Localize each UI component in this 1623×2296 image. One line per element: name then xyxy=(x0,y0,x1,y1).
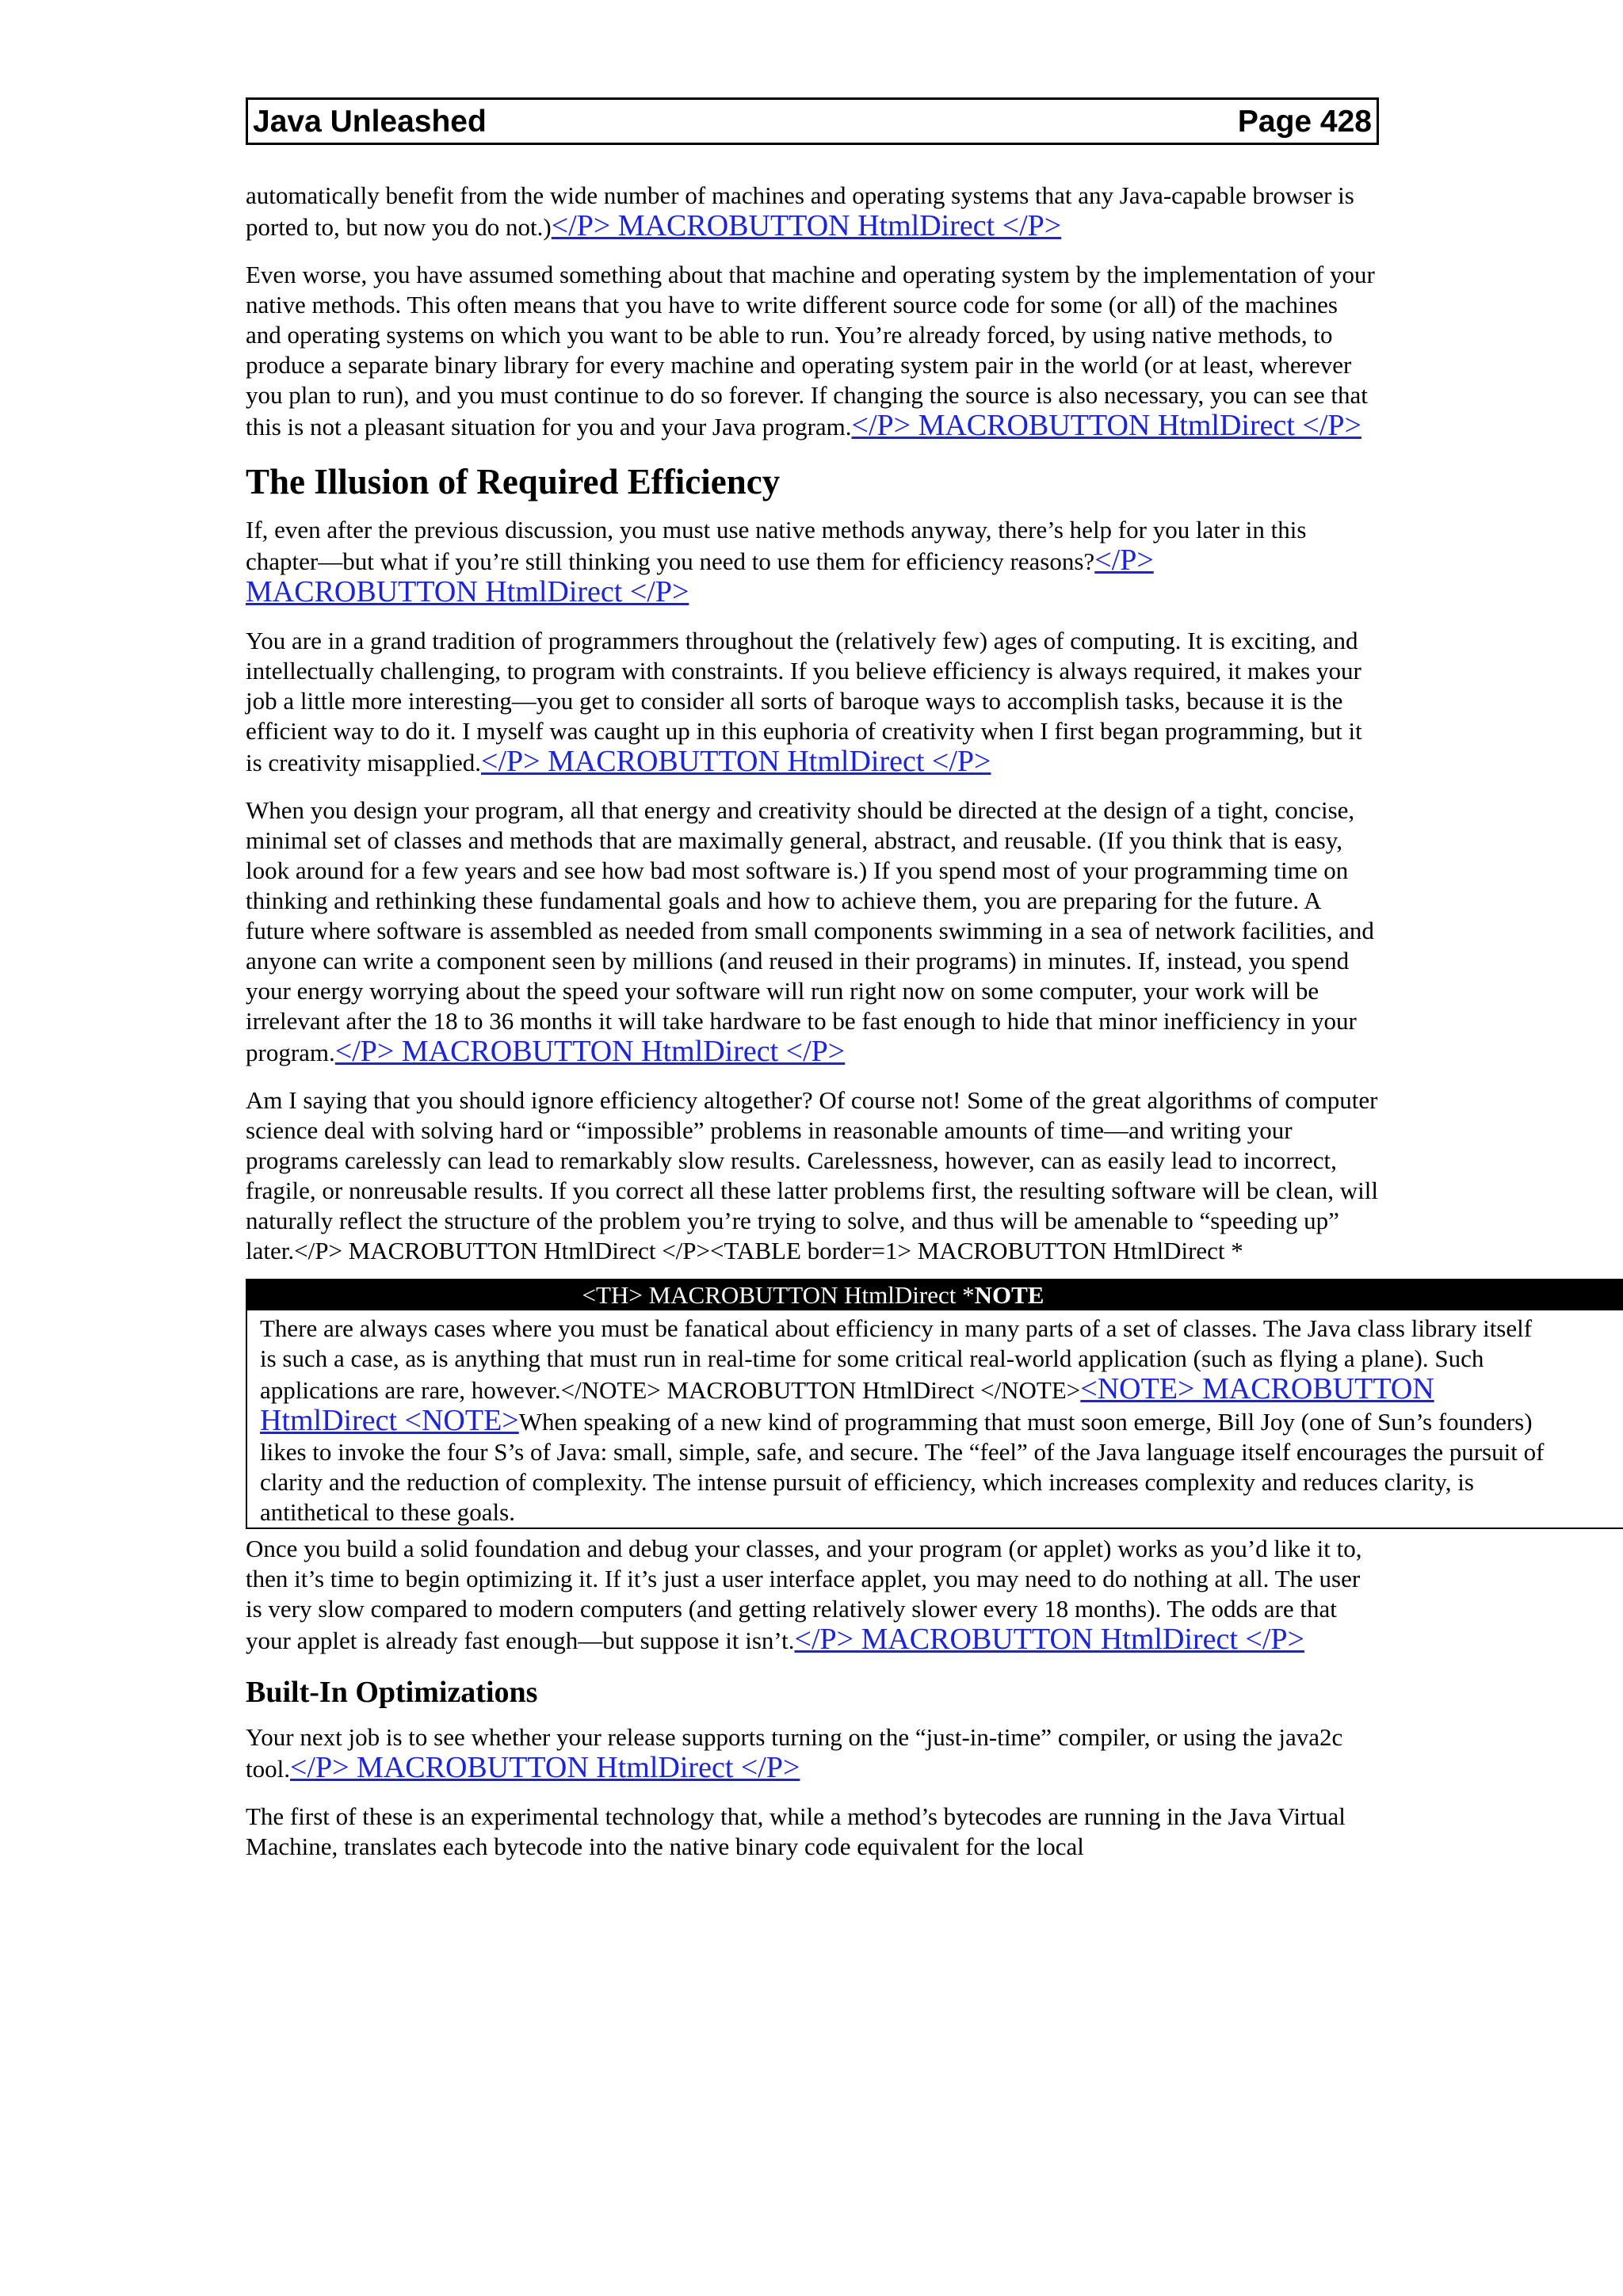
note-line: is such a case, as is anything that must run in real-time for some critical real-world application (such as flying a plane). Such xyxy=(260,1344,1484,1372)
paragraph-text: Am I saying that you should ignore efficiency altogether? Of course not! Some of the great algorithms of computer science deal with solving hard or “impossible” problems in reasonable amounts of time—and writing your programs carelessly can lead to remarkably slow results. Carelessness, however, can as easily lead to incorrect, fragile, or nonreusable results. If you correct all these latter problems first, the resulting software will be clean, will naturally reflect the structure of the problem you’re trying to solve, and thus will be amenable to “speeding up” later.</P> MACROBUTTON HtmlDirect </P><TABLE border=1> MACROBUTTON HtmlDirect * xyxy=(246,1086,1378,1264)
document-body xyxy=(246,181,1545,1862)
paragraph xyxy=(246,1085,1379,1266)
paragraph xyxy=(246,260,1379,442)
paragraph-text: Once you build a solid foundation and debug your classes, and your program (or applet) works as you’d like it to, then it’s time to begin optimizing it. If it’s just a user interface applet, you may need to do nothing at all. The user is very slow compared to modern computers (and getting relatively slower every 18 months). The odds are that your applet is already fast enough—but suppose it isn’t. xyxy=(246,1535,1362,1654)
note-label: NOTE xyxy=(974,1281,1044,1309)
document-page xyxy=(246,97,1545,1879)
paragraph xyxy=(246,626,1379,778)
note-body xyxy=(247,1310,1623,1527)
book-title: Java Unleashed xyxy=(253,104,487,139)
note-text: When speaking of a new kind of programming that must soon emerge, Bill Joy (one of Sun’s founders) xyxy=(518,1408,1533,1436)
paragraph-text: If, even after the previous discussion, you must use native methods anyway, there’s help for you later in this chapter—but what if you’re still thinking you need to use them for efficiency reasons? xyxy=(246,516,1307,575)
note-macrobutton-link[interactable]: HtmlDirect <NOTE> xyxy=(260,1404,519,1437)
macrobutton-link[interactable]: </P> MACROBUTTON HtmlDirect </P> xyxy=(481,745,991,778)
subsection-heading: Built-In Optimizations xyxy=(246,1676,538,1709)
note-line: likes to invoke the four S’s of Java: small, simple, safe, and secure. The “feel” of the Java language itself encourages the pursuit of xyxy=(260,1438,1545,1466)
paragraph xyxy=(246,1534,1379,1656)
paragraph xyxy=(246,1722,1379,1784)
paragraph xyxy=(246,181,1379,242)
running-header xyxy=(246,97,1379,145)
paragraph-text: You are in a grand tradition of programmers throughout the (relatively few) ages of computing. It is exciting, and intellectually challenging, to program with constraints. If you believe efficiency is always required, it makes your job a little more interesting—you get to consider all sorts of baroque ways to accomplish tasks, because it is the efficient way to do it. I myself was caught up in this euphoria of creativity when I first began programming, but it is creativity misapplied. xyxy=(246,627,1362,776)
paragraph xyxy=(246,1802,1379,1862)
note-header-text: <TH> MACROBUTTON HtmlDirect * xyxy=(582,1281,975,1309)
macrobutton-link[interactable]: </P> MACROBUTTON HtmlDirect </P> xyxy=(289,1751,800,1784)
note-macrobutton-link[interactable]: <NOTE> MACROBUTTON xyxy=(1080,1372,1434,1405)
note-line xyxy=(260,1405,1623,1437)
macrobutton-link[interactable]: </P> MACROBUTTON HtmlDirect </P> xyxy=(334,1035,846,1068)
paragraph-text: The first of these is an experimental technology that, while a method’s bytecodes are running in the Java Virtual Machine, translates each bytecode into the native binary code equivalent for the local xyxy=(246,1802,1346,1860)
paragraph xyxy=(246,515,1379,608)
page-number: Page 428 xyxy=(1237,104,1372,139)
paragraph-text: automatically benefit from the wide number of machines and operating systems that any Java-capable browser is ported to, but now you do not.) xyxy=(246,181,1354,241)
paragraph xyxy=(246,795,1379,1068)
note-text: applications are rare, however.</NOTE> MACROBUTTON HtmlDirect </NOTE> xyxy=(260,1376,1081,1404)
paragraph-text: Even worse, you have assumed something about that machine and operating system by the implementation of your native methods. This often means that you have to write different source code for some (or all) of the machines and operating systems on which you want to be able to run. You’re already forced, by using native methods, to produce a separate binary library for every machine and operating system pair in the world (or at least, wherever you plan to run), and you must continue to do so forever. If changing the source is also necessary, you can see that this is not a pleasant situation for you and your Java program. xyxy=(246,261,1375,441)
note-header xyxy=(247,1280,1623,1310)
note-line xyxy=(260,1374,1623,1405)
note-line: antithetical to these goals. xyxy=(260,1498,515,1526)
macrobutton-link[interactable]: </P> MACROBUTTON HtmlDirect </P> xyxy=(246,543,1154,608)
macrobutton-link[interactable]: </P> MACROBUTTON HtmlDirect </P> xyxy=(551,209,1062,242)
paragraph-text: Your next job is to see whether your release supports turning on the “just-in-time” compiler, or using the java2c tool. xyxy=(246,1723,1343,1783)
macrobutton-link[interactable]: </P> MACROBUTTON HtmlDirect </P> xyxy=(794,1623,1304,1656)
section-heading: The Illusion of Required Efficiency xyxy=(246,462,781,502)
note-line: There are always cases where you must be fanatical about efficiency in many parts of a set of classes. The Java class library itself xyxy=(260,1314,1533,1342)
macrobutton-link[interactable]: </P> MACROBUTTON HtmlDirect </P> xyxy=(851,409,1361,442)
paragraph-text: When you design your program, all that energy and creativity should be directed at the design of a tight, concise, minimal set of classes and methods that are maximally general, abstract, and reusable. (If you think that is easy, look around for a few years and see how bad most software is.) If you spend most of your programming time on thinking and rethinking these fundamental goals and how to achieve them, you are preparing for the future. A future where software is assembled as needed from small components swimming in a sea of network facilities, and anyone can write a component seen by millions (and reused in their programs) in minutes. If, instead, you spend your energy worrying about the speed your software will run right now on some computer, your work will be irrelevant after the 18 to 36 months it will take hardware to be fast enough to hide that minor inefficiency in your program. xyxy=(246,796,1374,1066)
note-line: clarity and the reduction of complexity. The intense pursuit of efficiency, which increases complexity and reduces clarity, is xyxy=(260,1468,1474,1496)
note-box xyxy=(246,1279,1623,1529)
